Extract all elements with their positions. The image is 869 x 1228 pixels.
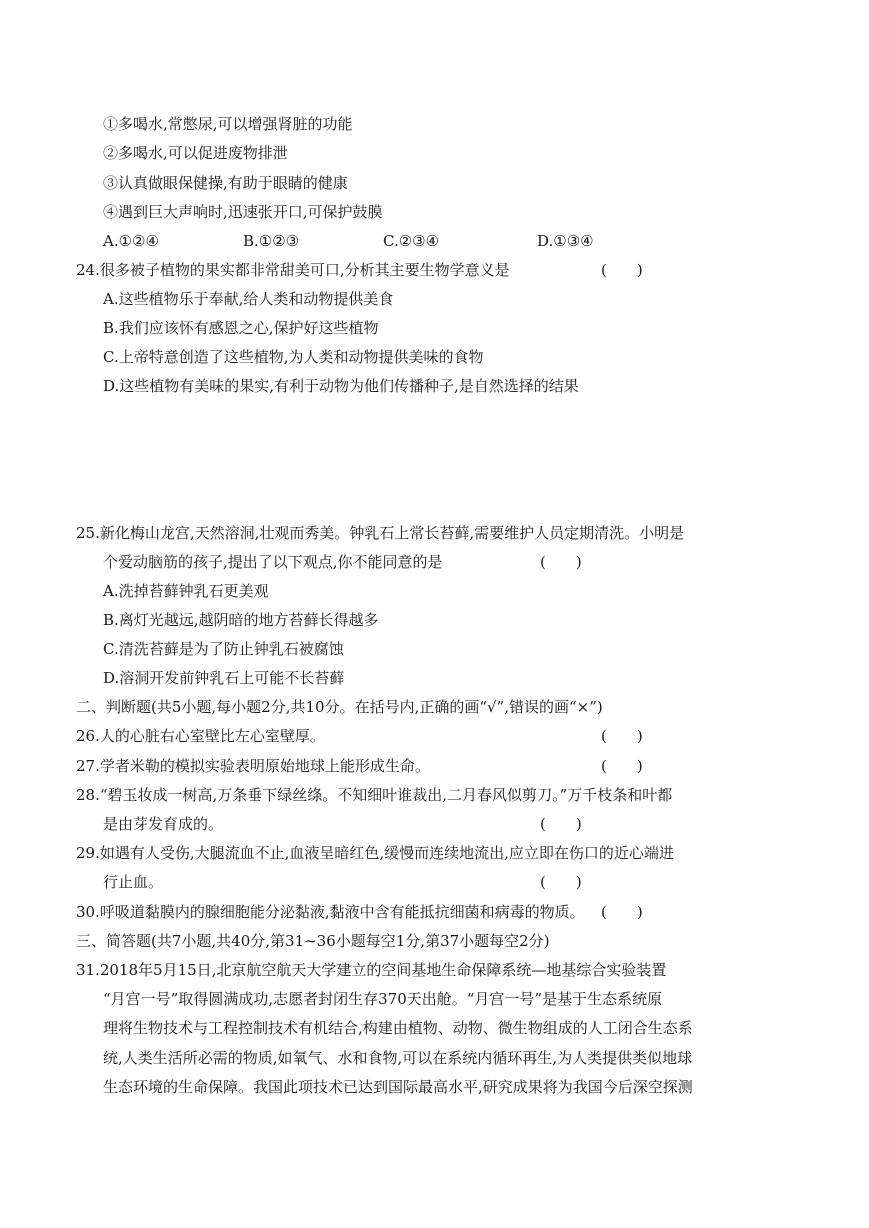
q31-text-line-3: 理将生物技术与工程控制技术有机结合,构建由植物、动物、微生物组成的人工闭合生态系 [103, 1019, 693, 1037]
q26-answer-blank[interactable]: ( ) [601, 727, 643, 745]
section-2-heading: 二、判断题(共5小题,每小题2分,共10分。在括号内,正确的画“√”,错误的画“×”) [76, 698, 603, 716]
q24-option-a: A.这些植物乐于奉献,给人类和动物提供美食 [103, 290, 394, 308]
q31-text-line-4: 统,人类生活所必需的物质,如氧气、水和食物,可以在系统内循环再生,为人类提供类似地球 [103, 1049, 693, 1067]
q23-option-b: B.①②③ [243, 232, 300, 250]
q25-stem-line-2: 个爱动脑筋的孩子,提出了以下观点,你不能同意的是 [103, 553, 443, 571]
q28-text-line-2: 是由芽发育成的。 [103, 815, 224, 833]
q24-option-c: C.上帝特意创造了这些植物,为人类和动物提供美味的食物 [103, 348, 484, 366]
q24-option-b: B.我们应该怀有感恩之心,保护好这些植物 [103, 319, 379, 337]
q29-text-line-1: 29.如遇有人受伤,大腿流血不止,血液呈暗红色,缓慢而连续地流出,应立即在伤口的近心端进 [76, 844, 674, 862]
q28-text-line-1: 28.“碧玉妆成一树高,万条垂下绿丝绦。不知细叶谁裁出,二月春风似剪刀。”万千枝条和叶都 [76, 786, 673, 804]
q24-option-d: D.这些植物有美味的果实,有利于动物为他们传播种子,是自然选择的结果 [103, 377, 579, 395]
q29-text-line-2: 行止血。 [103, 873, 164, 891]
q24-stem: 24.很多被子植物的果实都非常甜美可口,分析其主要生物学意义是 [76, 261, 510, 279]
q23-option-c: C.②③④ [383, 232, 440, 250]
q24-answer-blank[interactable]: ( ) [601, 261, 643, 279]
q27-text: 27.学者米勒的模拟实验表明原始地球上能形成生命。 [76, 757, 430, 775]
q23-statement-2: ②多喝水,可以促进废物排泄 [103, 144, 288, 162]
section-3-heading: 三、简答题(共7小题,共40分,第31~36小题每空1分,第37小题每空2分) [76, 932, 550, 950]
q25-stem-line-1: 25.新化梅山龙宫,天然溶洞,壮观而秀美。钟乳石上常长苔藓,需要维护人员定期清洗。小明是 [76, 524, 685, 542]
q23-option-a: A.①②④ [103, 232, 159, 250]
q23-statement-3: ③认真做眼保健操,有助于眼睛的健康 [103, 174, 348, 192]
q31-text-line-5: 生态环境的生命保障。我国此项技术已达到国际最高水平,研究成果将为我国今后深空探测 [103, 1078, 693, 1096]
q28-answer-blank[interactable]: ( ) [540, 815, 582, 833]
q25-option-b: B.离灯光越远,越阴暗的地方苔藓长得越多 [103, 611, 379, 629]
q31-text-line-1: 31.2018年5月15日,北京航空航天大学建立的空间基地生命保障系统—地基综合实验装置 [76, 961, 667, 979]
q29-answer-blank[interactable]: ( ) [540, 873, 582, 891]
q27-answer-blank[interactable]: ( ) [601, 757, 643, 775]
q25-option-d: D.溶洞开发前钟乳石上可能不长苔藓 [103, 669, 345, 687]
q25-option-a: A.洗掉苔藓钟乳石更美观 [103, 582, 269, 600]
q30-answer-blank[interactable]: ( ) [601, 903, 643, 921]
q26-text: 26.人的心脏右心室壁比左心室壁厚。 [76, 727, 325, 745]
q30-text: 30.呼吸道黏膜内的腺细胞能分泌黏液,黏液中含有能抵抗细菌和病毒的物质。 [76, 903, 585, 921]
q25-option-c: C.清洗苔藓是为了防止钟乳石被腐蚀 [103, 640, 344, 658]
q25-answer-blank[interactable]: ( ) [540, 553, 582, 571]
q31-text-line-2: “月宫一号”取得圆满成功,志愿者封闭生存370天出舱。“月宫一号”是基于生态系统原 [103, 990, 663, 1008]
q23-statement-1: ①多喝水,常憋尿,可以增强肾脏的功能 [103, 115, 353, 133]
q23-statement-4: ④遇到巨大声响时,迅速张开口,可保护鼓膜 [103, 203, 383, 221]
q23-option-d: D.①③④ [537, 232, 594, 250]
